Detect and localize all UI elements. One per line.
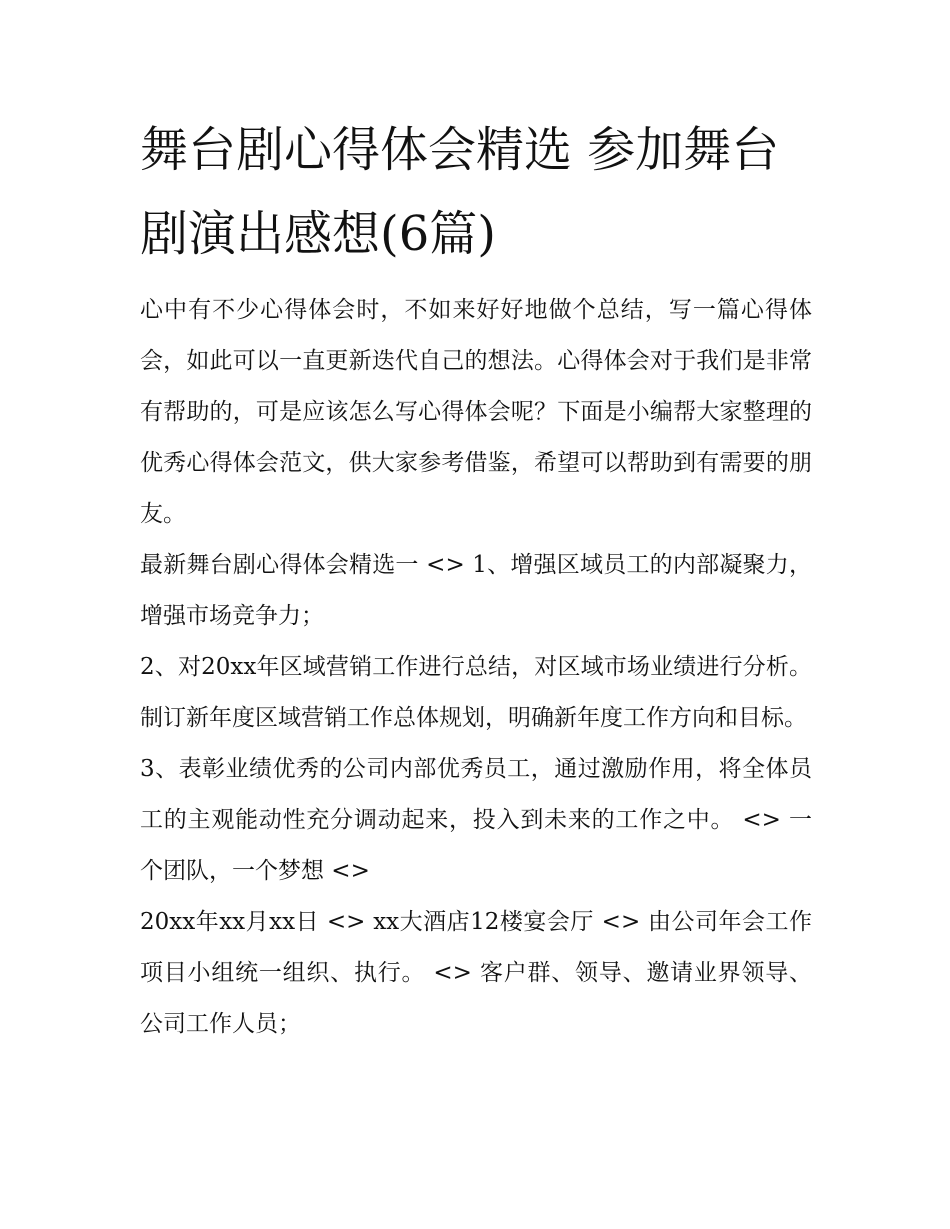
paragraph-item-1: 最新舞台剧心得体会精选一 <> 1、增强区域员工的内部凝聚力，增强市场竞争力； [140,552,812,629]
paragraph-event-details: 20xx年xx月xx日 <> xx大酒店12楼宴会厅 <> 由公司年会工作项目小组统一组织、执行。 <> 客户群、领导、邀请业界领导、公司工作人员； [140,909,812,1037]
paragraph-item-3: 3、表彰业绩优秀的公司内部优秀员工，通过激励作用，将全体员工的主观能动性充分调动起来，投入到未来的工作之中。 <> 一个团队，一个梦想 <> [140,756,812,884]
paragraph-intro: 心中有不少心得体会时，不如来好好地做个总结，写一篇心得体会，如此可以一直更新迭代自己的想法。心得体会对于我们是非常有帮助的，可是应该怎么写心得体会呢？下面是小编帮大家整理的优秀心得体会范文，供大家参考借鉴，希望可以帮助到有需要的朋友。 [140,297,812,527]
document-title: 舞台剧心得体会精选 参加舞台剧演出感想(6篇) [140,122,780,262]
document-body [140,285,812,1050]
paragraph-item-2: 2、对20xx年区域营销工作进行总结，对区域市场业绩进行分析。制订新年度区域营销工作总体规划，明确新年度工作方向和目标。 [140,654,812,731]
document-page [140,108,812,1050]
